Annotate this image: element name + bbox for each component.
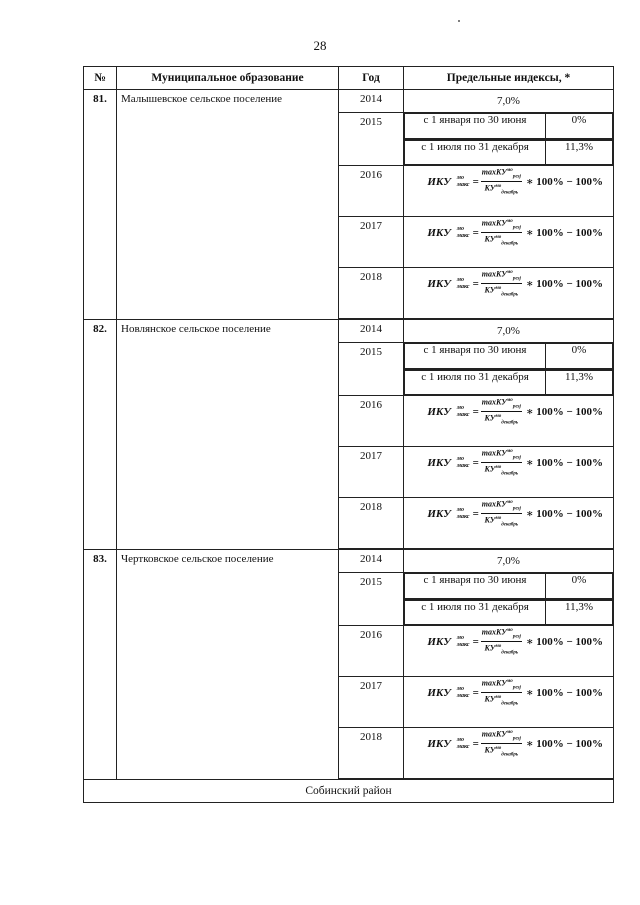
period-value: 0%: [546, 344, 613, 369]
formula-equals: =: [472, 277, 479, 290]
period-value: 0%: [546, 574, 613, 599]
year-cell: 2017: [339, 447, 404, 498]
formula: [404, 447, 613, 479]
row-number: 83.: [84, 550, 117, 780]
formula-cell: [404, 166, 614, 217]
formula-equals: =: [472, 226, 479, 239]
period-value: 11,3%: [546, 601, 613, 625]
year-cell: 2016: [339, 166, 404, 217]
formula-cell: [404, 268, 614, 319]
scan-speck: [458, 20, 460, 22]
formula-tail: ∗ 100% − 100%: [525, 227, 603, 240]
formula-fraction: $\frac{\max KУ^{мо}_{pesj}}{KУ^{мо}_{декабрь}}$: [481, 269, 521, 298]
period-value: 0%: [546, 114, 613, 139]
year-cell: 2017: [339, 677, 404, 728]
formula-subscript: мо макс: [456, 404, 470, 418]
formula: [404, 677, 613, 709]
formula-equals: =: [472, 175, 479, 188]
period-label: с 1 июля по 31 декабря: [405, 141, 546, 165]
formula-lhs: ИКУ: [427, 277, 451, 290]
formula-tail: ∗ 100% − 100%: [525, 687, 603, 700]
year-cell: 2018: [339, 728, 404, 779]
formula-lhs: ИКУ: [427, 507, 451, 520]
formula-cell: [404, 498, 614, 549]
formula-tail: ∗ 100% − 100%: [525, 508, 603, 521]
district-row: [84, 780, 614, 803]
formula-fraction: $\frac{\max KУ^{мо}_{pesj}}{KУ^{мо}_{декабрь}}$: [481, 448, 521, 477]
formula-subscript: мо макс: [456, 506, 470, 520]
formula-fraction: $\frac{\max KУ^{мо}_{pesj}}{KУ^{мо}_{декабрь}}$: [481, 218, 521, 247]
year-cell: 2014: [339, 550, 404, 573]
formula-cell: [404, 677, 614, 728]
formula-equals: =: [472, 737, 479, 750]
half-year-1: [404, 573, 614, 600]
year-cell: 2014: [339, 90, 404, 113]
formula-fraction: $\frac{\max KУ^{мо}_{pesj}}{KУ^{мо}_{декабрь}}$: [481, 678, 521, 707]
formula: [404, 498, 613, 530]
municipality-name: Новлянское сельское поселение: [117, 320, 339, 550]
formula-equals: =: [472, 635, 479, 648]
formula-cell: [404, 217, 614, 268]
municipality-row: [84, 550, 614, 573]
formula: [404, 728, 613, 760]
formula-lhs: ИКУ: [427, 405, 451, 418]
formula-equals: =: [472, 507, 479, 520]
formula: [404, 268, 613, 300]
half-year-1: [404, 343, 614, 370]
formula-cell: [404, 396, 614, 447]
formula-lhs: ИКУ: [427, 635, 451, 648]
half-year-2: [404, 370, 614, 396]
year-cell: 2016: [339, 626, 404, 677]
formula-tail: ∗ 100% − 100%: [525, 636, 603, 649]
formula-lhs: ИКУ: [427, 686, 451, 699]
district-name: Собинский район: [84, 780, 614, 803]
formula-subscript: мо макс: [456, 276, 470, 290]
formula: [404, 166, 613, 198]
index-value: 7,0%: [404, 550, 614, 573]
formula-subscript: мо макс: [456, 174, 470, 188]
index-value: 7,0%: [404, 90, 614, 113]
header-year: Год: [339, 67, 404, 90]
indices-table: [83, 66, 614, 803]
year-cell: 2015: [339, 573, 404, 626]
formula-fraction: $\frac{\max KУ^{мо}_{pesj}}{KУ^{мо}_{декабрь}}$: [481, 729, 521, 758]
formula-equals: =: [472, 456, 479, 469]
year-cell: 2014: [339, 320, 404, 343]
formula-fraction: $\frac{\max KУ^{мо}_{pesj}}{KУ^{мо}_{декабрь}}$: [481, 627, 521, 656]
formula-tail: ∗ 100% − 100%: [525, 457, 603, 470]
formula-subscript: мо макс: [456, 685, 470, 699]
formula-cell: [404, 728, 614, 779]
page-number: 28: [313, 38, 327, 53]
period-value: 11,3%: [546, 141, 613, 165]
table-header: [84, 67, 614, 90]
index-value: 7,0%: [404, 320, 614, 343]
formula-fraction: $\frac{\max KУ^{мо}_{pesj}}{KУ^{мо}_{декабрь}}$: [481, 167, 521, 196]
period-label: с 1 января по 30 июня: [405, 344, 546, 369]
year-cell: 2018: [339, 498, 404, 549]
formula: [404, 626, 613, 658]
formula-tail: ∗ 100% − 100%: [525, 278, 603, 291]
formula-fraction: $\frac{\max KУ^{мо}_{pesj}}{KУ^{мо}_{декабрь}}$: [481, 397, 521, 426]
formula-equals: =: [472, 405, 479, 418]
municipality-row: [84, 90, 614, 113]
period-label: с 1 января по 30 июня: [405, 574, 546, 599]
half-year-2: [404, 140, 614, 166]
half-year-1: [404, 113, 614, 140]
formula-tail: ∗ 100% − 100%: [525, 738, 603, 751]
formula-cell: [404, 626, 614, 677]
municipality-name: Чертковское сельское поселение: [117, 550, 339, 780]
formula-subscript: мо макс: [456, 634, 470, 648]
formula-fraction: $\frac{\max KУ^{мо}_{pesj}}{KУ^{мо}_{декабрь}}$: [481, 499, 521, 528]
formula-tail: ∗ 100% − 100%: [525, 176, 603, 189]
header-municipality: Муниципальное образование: [117, 67, 339, 90]
row-number: 81.: [84, 90, 117, 320]
formula-lhs: ИКУ: [427, 226, 451, 239]
formula: [404, 396, 613, 428]
row-number: 82.: [84, 320, 117, 550]
formula-cell: [404, 447, 614, 498]
header-index: Предельные индексы, *: [404, 67, 614, 90]
formula-lhs: ИКУ: [427, 737, 451, 750]
formula-equals: =: [472, 686, 479, 699]
formula-lhs: ИКУ: [427, 456, 451, 469]
period-label: с 1 июля по 31 декабря: [405, 371, 546, 395]
half-year-2: [404, 600, 614, 626]
period-label: с 1 июля по 31 декабря: [405, 601, 546, 625]
formula: [404, 217, 613, 249]
municipality-row: [84, 320, 614, 343]
formula-subscript: мо макс: [456, 225, 470, 239]
year-cell: 2015: [339, 343, 404, 396]
formula-tail: ∗ 100% − 100%: [525, 406, 603, 419]
municipality-name: Малышевское сельское поселение: [117, 90, 339, 320]
period-label: с 1 января по 30 июня: [405, 114, 546, 139]
header-num: №: [84, 67, 117, 90]
year-cell: 2015: [339, 113, 404, 166]
year-cell: 2017: [339, 217, 404, 268]
formula-lhs: ИКУ: [427, 175, 451, 188]
year-cell: 2018: [339, 268, 404, 319]
formula-subscript: мо макс: [456, 455, 470, 469]
formula-subscript: мо макс: [456, 736, 470, 750]
year-cell: 2016: [339, 396, 404, 447]
period-value: 11,3%: [546, 371, 613, 395]
